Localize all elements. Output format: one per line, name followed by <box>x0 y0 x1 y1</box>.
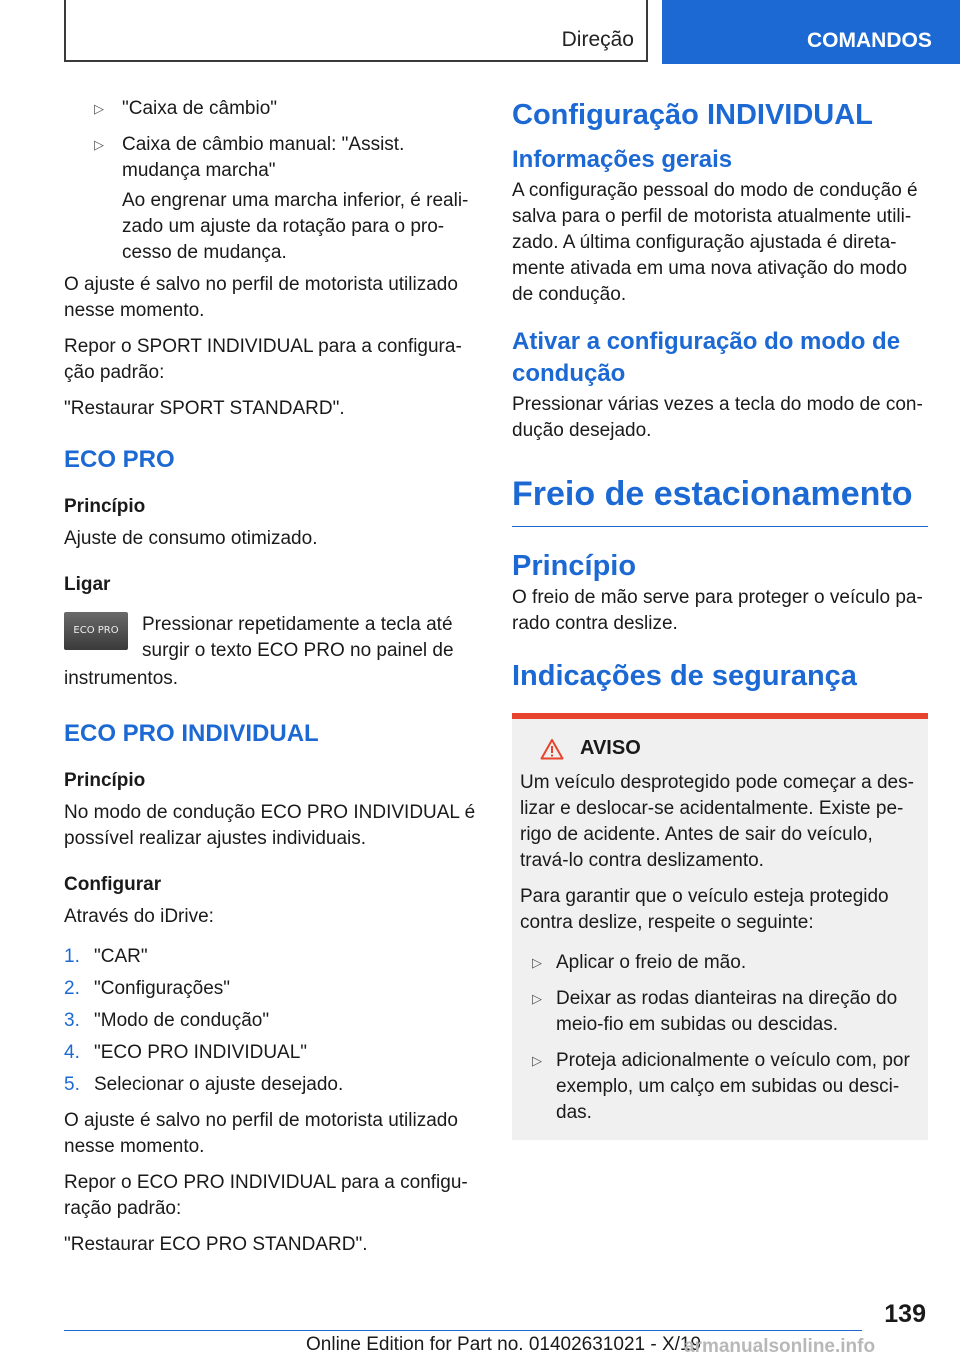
step-item: 4. "ECO PRO INDIVIDUAL" <box>64 1042 308 1063</box>
paragraph: "Restaurar SPORT STANDARD". <box>64 398 345 419</box>
heading-principio: Princípio <box>512 550 637 582</box>
list-item-continuation: Ao engrenar uma marcha inferior, é reali-zado um ajuste da rotação para o pro-cesso de mudança. <box>122 190 469 263</box>
triangle-bullet-icon: ▷ <box>532 991 542 1006</box>
page-number: 139 <box>884 1300 926 1328</box>
heading-ativar: Ativar a configuração do modo de condução <box>512 328 901 387</box>
paragraph: No modo de condução ECO PRO INDIVIDUAL é possível realizar ajustes individuais. <box>64 802 476 849</box>
warning-box <box>512 713 928 1140</box>
watermark: armanualsonline.info <box>684 1336 876 1357</box>
heading-rule <box>512 526 928 527</box>
subheading: Ligar <box>64 574 111 595</box>
section-label: Direção <box>561 28 634 51</box>
triangle-bullet-icon: ▷ <box>532 955 542 970</box>
paragraph: instrumentos. <box>64 668 179 689</box>
heading-eco-pro-individual: ECO PRO INDIVIDUAL <box>64 720 319 747</box>
paragraph: Ajuste de consumo otimizado. <box>64 528 318 549</box>
list-item: ▷ Proteja adicionalmente o veículo com, por exemplo, um calço em subidas ou desci-das. <box>532 1050 910 1123</box>
paragraph: "Restaurar ECO PRO STANDARD". <box>64 1234 368 1255</box>
list-item: ▷ Caixa de câmbio manual: "Assist. mudança marcha" <box>94 134 405 181</box>
paragraph: O ajuste é salvo no perfil de motorista utilizado nesse momento. <box>64 274 458 321</box>
left-column <box>64 96 478 1268</box>
heading-informacoes-gerais: Informações gerais <box>512 146 733 173</box>
heading-configuracao-individual: Configuração INDIVIDUAL <box>512 99 873 131</box>
paragraph: Pressionar várias vezes a tecla do modo de con-dução desejado. <box>512 394 923 441</box>
subheading: Configurar <box>64 874 162 895</box>
chapter-tab <box>662 0 960 64</box>
heading-eco-pro: ECO PRO <box>64 446 175 473</box>
numbered-steps <box>64 944 478 1098</box>
paragraph: Através do iDrive: <box>64 906 214 927</box>
right-column <box>512 96 928 1140</box>
warning-triangle-icon <box>540 738 564 760</box>
paragraph: A configuração pessoal do modo de condução é salva para o perfil de motorista atualmente utili-zado. A última configuração ajustada é direta-mente ativada em uma nova ativação do modo de condução. <box>512 180 918 305</box>
paragraph: Um veículo desprotegido pode começar a des-lizar e deslocar-se acidentalmente. Existe pe-rigo de acidente. Antes de sair do veículo, travá-lo contra deslizamento. <box>520 772 914 871</box>
triangle-bullet-icon: ▷ <box>94 137 104 152</box>
paragraph: Para garantir que o veículo esteja protegido contra deslize, respeite o seguinte: <box>520 886 889 933</box>
page-header <box>0 0 960 66</box>
list-item: ▷ Aplicar o freio de mão. <box>520 950 920 976</box>
warning-label: AVISO <box>580 737 641 759</box>
chapter-label: COMANDOS <box>807 29 932 52</box>
paragraph: O ajuste é salvo no perfil de motorista utilizado nesse momento. <box>64 1110 458 1157</box>
subheading: Princípio <box>64 496 146 517</box>
subheading: Princípio <box>64 770 146 791</box>
list-item: ▷ Deixar as rodas dianteiras na direção do meio-fio em subidas ou descidas. <box>532 988 898 1035</box>
section-tab <box>64 0 648 62</box>
triangle-bullet-icon: ▷ <box>94 101 104 116</box>
eco-pro-button-icon: ECO PRO <box>64 612 128 650</box>
step-item: 3. "Modo de condução" <box>64 1010 270 1031</box>
footer-edition: Online Edition for Part no. 01402631021 - X/19 <box>306 1334 702 1355</box>
paragraph: Pressionar repetidamente a tecla até surgir o texto ECO PRO no painel de <box>142 614 454 661</box>
list-item: ▷ "Caixa de câmbio" <box>64 96 478 122</box>
paragraph: Repor o ECO PRO INDIVIDUAL para a configu-ração padrão: <box>64 1172 468 1219</box>
step-item: 1. "CAR" <box>64 946 148 967</box>
heading-freio-de-estacionamento: Freio de estacionamento <box>512 475 913 513</box>
step-item: 5. Selecionar o ajuste desejado. <box>64 1074 344 1095</box>
eco-pro-instruction <box>64 612 478 668</box>
warning-title <box>520 737 920 760</box>
step-item: 2. "Configurações" <box>64 978 231 999</box>
footer-rule <box>64 1330 862 1331</box>
paragraph: O freio de mão serve para proteger o veículo pa-rado contra deslize. <box>512 587 923 634</box>
heading-indicacoes-de-seguranca: Indicações de segurança <box>512 660 857 692</box>
triangle-bullet-icon: ▷ <box>532 1053 542 1068</box>
paragraph: Repor o SPORT INDIVIDUAL para a configura-ção padrão: <box>64 336 462 383</box>
